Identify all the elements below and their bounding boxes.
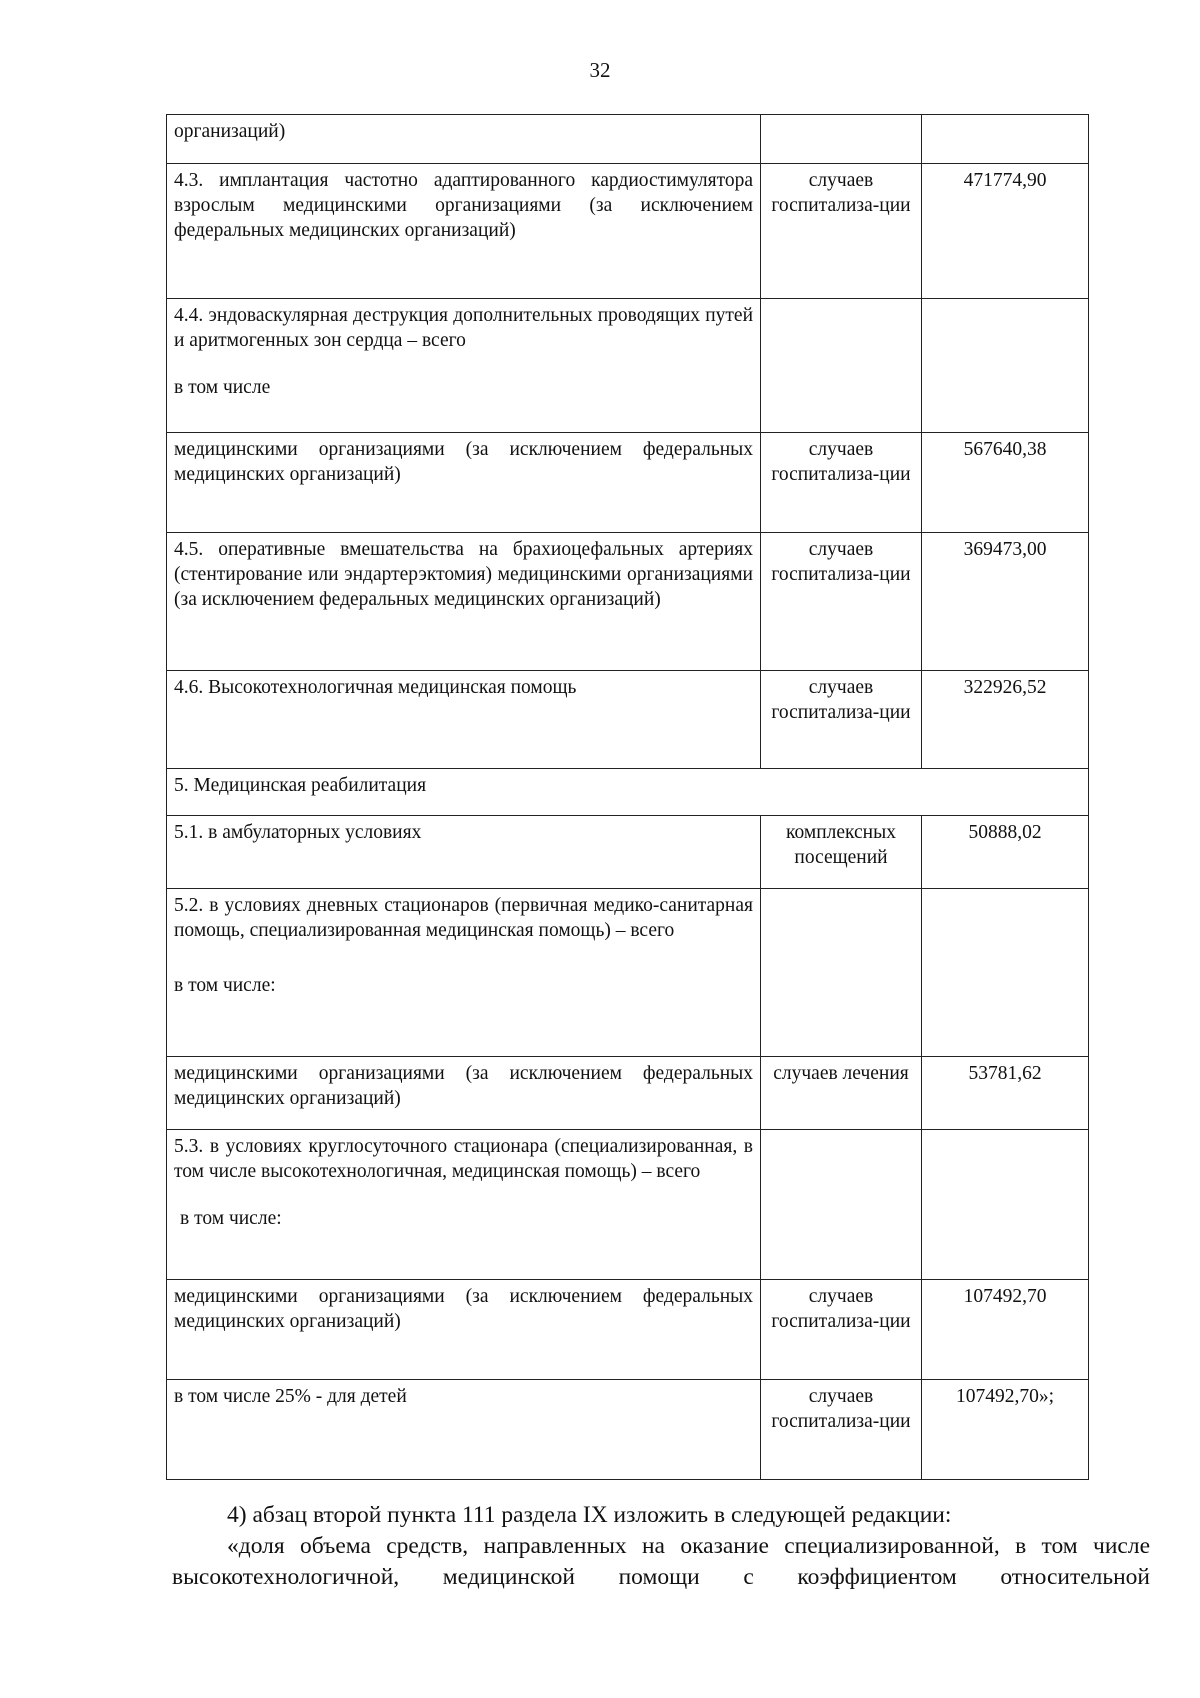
row-value [922, 1130, 1089, 1280]
row-unit [761, 299, 922, 433]
table-row [167, 533, 1089, 671]
row-description: 4.4. эндоваскулярная деструкция дополнительных проводящих путей и аритмогенных зон сердца – всего [174, 305, 753, 351]
table-row [167, 671, 1089, 769]
row-description-cell [167, 299, 761, 433]
row-description: 4.5. оперативные вмешательства на брахиоцефальных артериях (стентирование или эндартерэктомия) медицинскими организациями (за исключением федеральных медицинских организаций) [167, 533, 761, 671]
row-value: 107492,70»; [922, 1380, 1089, 1480]
row-unit: случаев госпитализа-ции [761, 433, 922, 533]
table-row [167, 1057, 1089, 1130]
row-unit: случаев госпитализа-ции [761, 671, 922, 769]
row-description: 5.1. в амбулаторных условиях [167, 816, 761, 889]
row-unit [761, 1130, 922, 1280]
row-unit: случаев лечения [761, 1057, 922, 1130]
row-description: 5.3. в условиях круглосуточного стационара (специализированная, в том числе высокотехнологичная, медицинская помощь) – всего [174, 1136, 753, 1182]
table-row [167, 433, 1089, 533]
row-subheading: в том числе [174, 377, 271, 398]
row-unit: случаев госпитализа-ции [761, 533, 922, 671]
row-subheading: в том числе: [180, 1208, 282, 1229]
row-value: 50888,02 [922, 816, 1089, 889]
row-value: 322926,52 [922, 671, 1089, 769]
row-value: 107492,70 [922, 1280, 1089, 1380]
row-description: 4.6. Высокотехнологичная медицинская помощь [167, 671, 761, 769]
row-value [922, 115, 1089, 164]
row-description: медицинскими организациями (за исключением федеральных медицинских организаций) [167, 1057, 761, 1130]
row-value: 471774,90 [922, 164, 1089, 299]
row-description: в том числе 25% - для детей [167, 1380, 761, 1480]
table-row [167, 1130, 1089, 1280]
table-row [167, 889, 1089, 1057]
row-value [922, 889, 1089, 1057]
table-row [167, 1280, 1089, 1380]
row-description: организаций) [167, 115, 761, 164]
row-subheading: в том числе: [174, 975, 276, 996]
row-unit: случаев госпитализа-ции [761, 1380, 922, 1480]
table-row [167, 1380, 1089, 1480]
tariff-table [166, 114, 1089, 1480]
row-description: медицинскими организациями (за исключением федеральных медицинских организаций) [167, 433, 761, 533]
row-unit [761, 115, 922, 164]
quoted-paragraph: «доля объема средств, направленных на оказание специализированной, в том числе высокотехнологичной, медицинской помощи с коэффициентом относительной [172, 1533, 1150, 1590]
row-unit: случаев госпитализа-ции [761, 1280, 922, 1380]
row-unit [761, 889, 922, 1057]
row-value: 53781,62 [922, 1057, 1089, 1130]
row-unit: комплексных посещений [761, 816, 922, 889]
row-value: 567640,38 [922, 433, 1089, 533]
table-row [167, 299, 1089, 433]
row-description-cell [167, 889, 761, 1057]
row-description-cell [167, 1130, 761, 1280]
amendment-paragraph: 4) абзац второй пункта 111 раздела IX изложить в следующей редакции: [227, 1502, 952, 1528]
section-heading: 5. Медицинская реабилитация [167, 769, 1089, 816]
row-value [922, 299, 1089, 433]
page-number: 32 [589, 58, 611, 82]
row-description: медицинскими организациями (за исключением федеральных медицинских организаций) [167, 1280, 761, 1380]
row-description: 5.2. в условиях дневных стационаров (первичная медико-санитарная помощь, специализированная медицинская помощь) – всего [174, 895, 753, 941]
row-unit: случаев госпитализа-ции [761, 164, 922, 299]
table-row [167, 164, 1089, 299]
table-row [167, 816, 1089, 889]
body-text [172, 1500, 1150, 1593]
table-row [167, 115, 1089, 164]
row-value: 369473,00 [922, 533, 1089, 671]
section-row [167, 769, 1089, 816]
row-description: 4.3. имплантация частотно адаптированного кардиостимулятора взрослым медицинскими организациями (за исключением федеральных медицинских организаций) [167, 164, 761, 299]
